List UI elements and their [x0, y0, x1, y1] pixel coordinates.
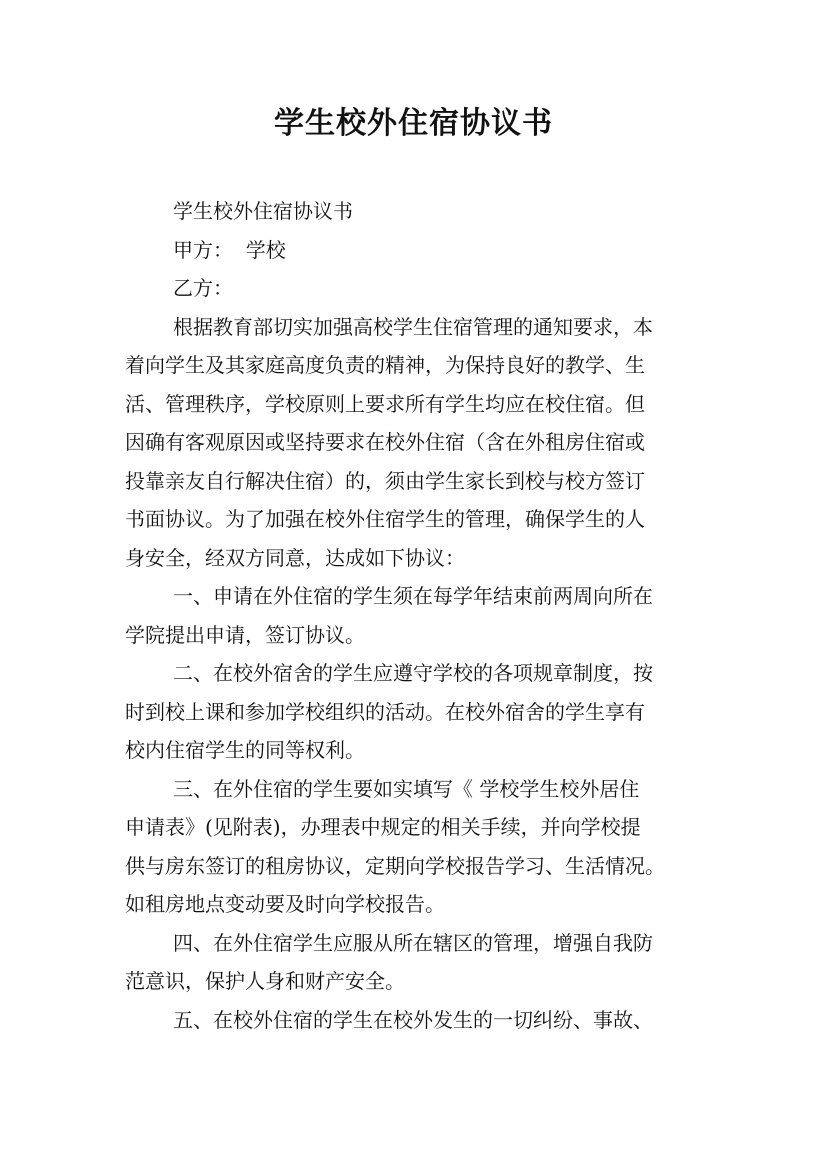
body-line: 身安全，经双方同意，达成如下协议： — [125, 545, 465, 570]
body-line: 申请表》(见附表)，办理表中规定的相关手续，并向学校提 — [125, 815, 641, 839]
body-line: 五、在校外住宿的学生在校外发生的一切纠纷、事故、 — [173, 1007, 653, 1032]
body-line: 甲方： 学校 — [173, 237, 286, 262]
body-line: 学生校外住宿协议书 — [173, 199, 353, 223]
body-line: 投靠亲友自行解决住宿）的，须由学生家长到校与校方签订 — [125, 468, 645, 493]
body-line: 书面协议。为了加强在校外住宿学生的管理，确保学生的人 — [125, 507, 645, 531]
body-line: 范意识，保护人身和财产安全。 — [125, 969, 405, 993]
body-line: 二、在校外宿舍的学生应遵守学校的各项规章制度，按 — [173, 661, 653, 685]
body-line: 因确有客观原因或坚持要求在校外住宿（含在外租房住宿或 — [125, 430, 645, 454]
body-line: 四、在外住宿学生应服从所在辖区的管理，增强自我防 — [173, 930, 653, 955]
body-line: 一、申请在外住宿的学生须在每学年结束前两周向所在 — [173, 584, 653, 608]
body-line: 学院提出申请，签订协议。 — [125, 622, 365, 647]
body-line: 根据教育部切实加强高校学生住宿管理的通知要求，本 — [173, 314, 653, 339]
body-line: 乙方： — [173, 276, 233, 300]
body-line: 时到校上课和参加学校组织的活动。在校外宿舍的学生享有 — [125, 699, 645, 724]
document-body — [125, 192, 715, 1039]
body-line: 三、在外住宿的学生要如实填写《 学校学生校外居住 — [173, 776, 640, 801]
body-line: 供与房东签订的租房协议，定期向学校报告学习、生活情况。 — [125, 853, 665, 878]
document-title: 学生校外住宿协议书 — [274, 106, 553, 141]
body-line: 活、管理秩序，学校原则上要求所有学生均应在校住宿。但 — [125, 391, 645, 416]
body-line: 校内住宿学生的同等权利。 — [125, 738, 365, 762]
body-line: 如租房地点变动要及时向学校报告。 — [125, 892, 445, 916]
body-line: 着向学生及其家庭高度负责的精神，为保持良好的教学、生 — [125, 353, 645, 377]
